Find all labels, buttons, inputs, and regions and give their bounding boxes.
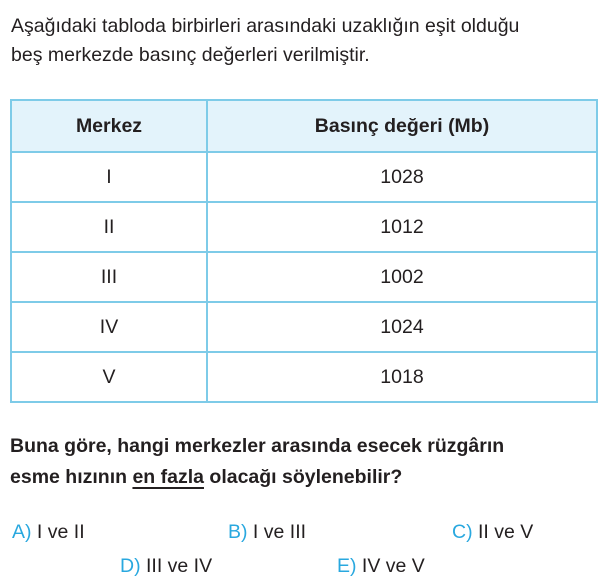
option-c-text: II ve V [478, 521, 534, 543]
option-e-letter: E) [337, 555, 357, 577]
option-b-letter: B) [228, 521, 248, 543]
question-line-2-end: olacağı söylenebilir? [203, 466, 403, 488]
header-merkez: Merkez [11, 100, 207, 152]
cell-basinc: 1018 [207, 352, 597, 402]
table-row [11, 352, 597, 402]
header-basinc: Basınç değeri (Mb) [207, 100, 597, 152]
cell-merkez: V [11, 352, 207, 402]
question-line-2-start: esme hızının [10, 466, 133, 488]
cell-merkez: III [11, 252, 207, 302]
option-d[interactable] [120, 554, 212, 578]
option-b-text: I ve III [252, 521, 307, 543]
cell-merkez: II [11, 202, 207, 252]
intro-line-2: beş merkezde basınç değerleri verilmiştir. [11, 44, 370, 66]
cell-merkez: IV [11, 302, 207, 352]
table-header-row [11, 100, 597, 152]
cell-merkez: I [11, 152, 207, 202]
option-a-letter: A) [12, 521, 32, 543]
option-c-letter: C) [452, 521, 473, 543]
intro-line-1: Aşağıdaki tabloda birbirleri arasındaki uzaklığın eşit olduğu [11, 15, 520, 37]
question-line-1: Buna göre, hangi merkezler arasında esecek rüzgârın [10, 435, 505, 457]
option-b[interactable] [228, 520, 306, 544]
question-emphasis: en fazla [132, 466, 204, 488]
option-d-letter: D) [120, 555, 141, 577]
table-row [11, 202, 597, 252]
intro-text [11, 12, 600, 70]
question-line-2 [10, 462, 600, 493]
option-d-text: III ve IV [146, 555, 213, 577]
option-e[interactable] [337, 554, 425, 578]
option-a[interactable] [12, 520, 85, 544]
option-a-text: I ve II [36, 521, 85, 543]
question-text [10, 431, 600, 493]
cell-basinc: 1028 [207, 152, 597, 202]
pressure-table [10, 99, 598, 403]
table-row [11, 252, 597, 302]
cell-basinc: 1002 [207, 252, 597, 302]
cell-basinc: 1012 [207, 202, 597, 252]
option-c[interactable] [452, 520, 533, 544]
cell-basinc: 1024 [207, 302, 597, 352]
table-row [11, 152, 597, 202]
option-e-text: IV ve V [361, 555, 425, 577]
table-row [11, 302, 597, 352]
